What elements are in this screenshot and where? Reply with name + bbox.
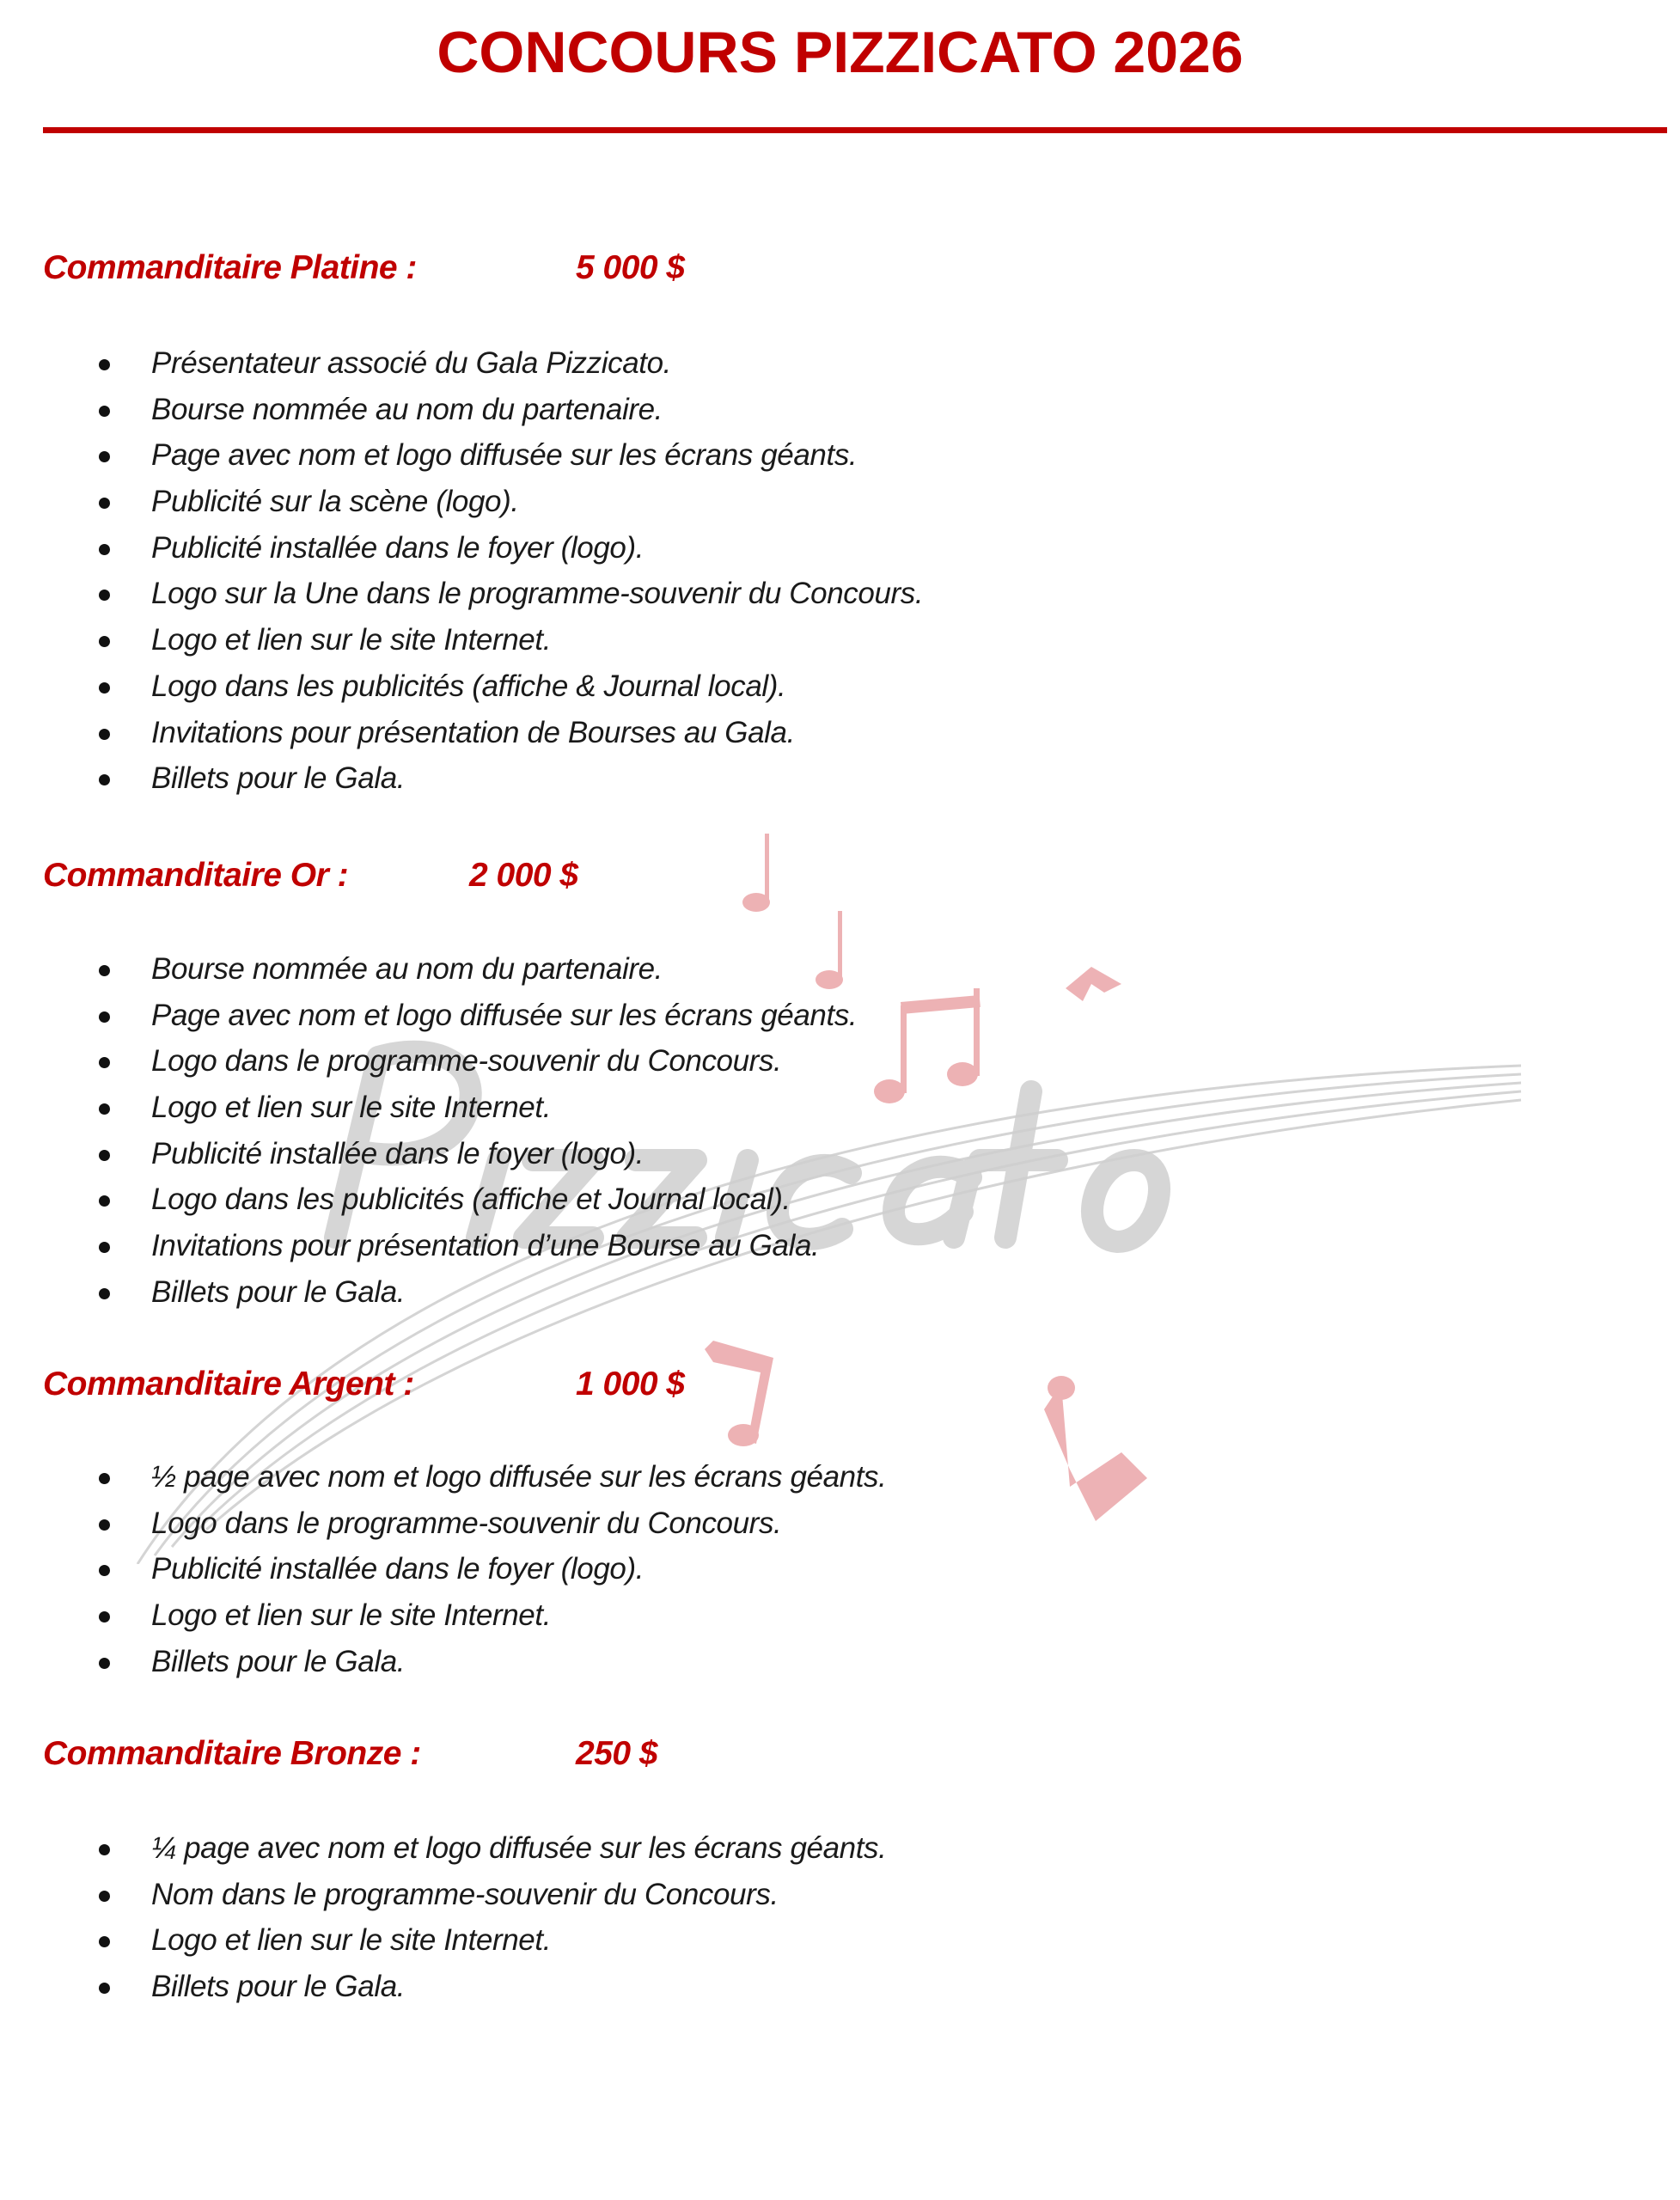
bullet-icon: [99, 1011, 110, 1023]
sponsor-tier-heading: [43, 1366, 685, 1403]
bullet-icon: [99, 636, 110, 647]
tier-price: 1 000 $: [576, 1366, 685, 1402]
benefit-text: Invitations pour présentation d’une Bourse au Gala.: [151, 1229, 820, 1263]
bullet-icon: [99, 1983, 110, 1994]
bullet-icon: [99, 729, 110, 740]
bullet-icon: [99, 1288, 110, 1299]
bullet-icon: [99, 1936, 110, 1947]
benefit-text: Publicité installée dans le foyer (logo).: [151, 530, 645, 565]
benefit-text: Invitations pour présentation de Bourses au Gala.: [151, 715, 795, 749]
benefit-text: Bourse nommée au nom du partenaire.: [151, 392, 663, 426]
benefit-text: Logo et lien sur le site Internet.: [151, 1598, 552, 1633]
benefit-text: Billets pour le Gala.: [151, 1970, 406, 2004]
bullet-icon: [99, 1611, 110, 1622]
bullet-icon: [99, 682, 110, 694]
bullet-icon: [99, 590, 110, 601]
benefit-text: Publicité sur la scène (logo).: [151, 485, 519, 519]
benefit-text: Logo et lien sur le site Internet.: [151, 1923, 552, 1958]
benefit-text: Logo dans les publicités (affiche & Journal local).: [151, 669, 786, 703]
bullet-icon: [99, 451, 110, 462]
bullet-icon: [99, 1844, 110, 1855]
tier-label: Commanditaire Argent :: [43, 1366, 414, 1402]
benefit-text: Logo dans les publicités (affiche et Journal local).: [151, 1182, 791, 1217]
tier-price: 2 000 $: [469, 857, 578, 894]
benefit-text: ½ page avec nom et logo diffusée sur les écrans géants.: [151, 1460, 887, 1494]
bullet-icon: [99, 1519, 110, 1531]
benefit-text: Logo et lien sur le site Internet.: [151, 1091, 552, 1125]
bullet-icon: [99, 1891, 110, 1902]
bullet-icon: [99, 1150, 110, 1161]
title-divider: [43, 127, 1667, 133]
benefit-text: Logo dans le programme-souvenir du Concours.: [151, 1044, 782, 1079]
benefit-text: ¼ page avec nom et logo diffusée sur les écrans géants.: [151, 1831, 887, 1865]
benefit-text: Logo et lien sur le site Internet.: [151, 623, 552, 657]
bullet-icon: [99, 774, 110, 785]
tier-price: 250 $: [576, 1735, 658, 1772]
sponsor-tier-heading: [43, 249, 685, 287]
benefit-text: Page avec nom et logo diffusée sur les écrans géants.: [151, 438, 858, 473]
sponsor-tier-heading: [43, 1735, 658, 1773]
tier-label: Commanditaire Platine :: [43, 249, 417, 286]
bullet-icon: [99, 1473, 110, 1484]
benefit-text: Billets pour le Gala.: [151, 1644, 406, 1678]
tier-label: Commanditaire Bronze :: [43, 1735, 421, 1772]
benefit-text: Logo sur la Une dans le programme-souvenir du Concours.: [151, 577, 924, 611]
tier-price: 5 000 $: [576, 249, 685, 286]
benefit-text: Publicité installée dans le foyer (logo).: [151, 1136, 645, 1170]
bullet-icon: [99, 1103, 110, 1115]
benefit-text: Nom dans le programme-souvenir du Concours.: [151, 1877, 779, 1911]
benefit-text: Bourse nommée au nom du partenaire.: [151, 952, 663, 986]
benefit-text: Billets pour le Gala.: [151, 1274, 406, 1309]
bullet-icon: [99, 498, 110, 509]
benefit-text: Publicité installée dans le foyer (logo).: [151, 1552, 645, 1586]
bullet-icon: [99, 965, 110, 976]
benefit-text: Billets pour le Gala.: [151, 761, 406, 796]
sponsor-tier-heading: [43, 857, 578, 895]
bullet-icon: [99, 359, 110, 370]
benefit-text: Présentateur associé du Gala Pizzicato.: [151, 346, 672, 380]
bullet-icon: [99, 406, 110, 417]
bullet-icon: [99, 1658, 110, 1669]
bullet-icon: [99, 544, 110, 555]
bullet-icon: [99, 1565, 110, 1576]
tier-label: Commanditaire Or :: [43, 857, 349, 894]
page-title: CONCOURS PIZZICATO 2026: [437, 20, 1243, 85]
benefit-text: Logo dans le programme-souvenir du Concours.: [151, 1506, 782, 1540]
benefit-text: Page avec nom et logo diffusée sur les écrans géants.: [151, 998, 858, 1032]
